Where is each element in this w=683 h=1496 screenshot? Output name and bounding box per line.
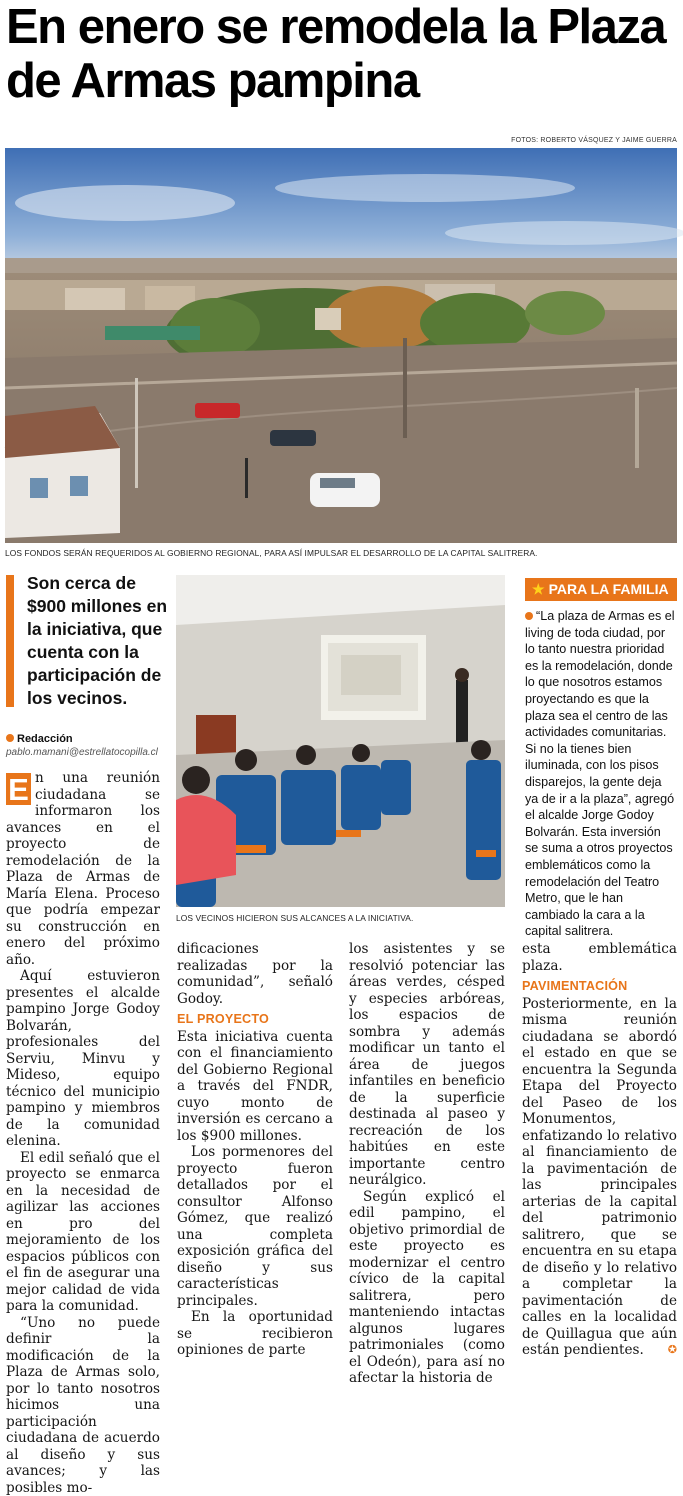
paragraph-text: Posteriormente, en la misma reunión ciudadana se abordó el estado en que se encuentra la Segunda Etapa del Proyecto del Paseo de los Monumentos, enfatizando lo relativo al financiamiento de la pavimentación de las principales arterias de la capital del patrimonio salitrero, que se encuentra en su etapa de diseño y lo relativo a completar la pavimentación de calles en la localidad de Quillagua que aún están pendientes. [522,996,677,1359]
sidebar-quote [525,608,677,940]
subhead-pavimentacion: PAVIMENTACIÓN [522,978,677,995]
body-column-4 [522,941,677,1359]
drop-cap: E [6,773,31,805]
main-photo [5,148,677,543]
subhead-proyecto: EL PROYECTO [177,1011,333,1028]
paragraph: esta emblemática plaza. [522,941,677,974]
main-photo-caption: LOS FONDOS SERÁN REQUERIDOS AL GOBIERNO REGIONAL, PARA ASÍ IMPULSAR EL DESARROLLO DE LA CAPITAL SALITRERA. [5,548,537,558]
author-email: pablo.mamani@estrellatocopilla.cl [6,747,158,758]
paragraph: Aquí estuvieron presentes el alcalde pampino Jorge Godoy Bolvarán, profesionales del Serviu, Minvu y Mideso, equipo técnico del municipio pampino y miembros de la comunidad elenina. [6,968,160,1150]
photo-credit: FOTOS: ROBERTO VÁSQUEZ Y JAIME GUERRA [511,137,677,144]
paragraph: Los pormenores del proyecto fueron detallados por el consultor Alfonso Gómez, que realizó una completa exposición gráfica del diseño y sus características principales. [177,1144,333,1309]
deck-accent-bar [6,575,14,707]
body-column-1 [6,770,160,1496]
byline-text: Redacción [17,733,73,745]
paragraph: El edil señaló que el proyecto se enmarca en la necesidad de agilizar las acciones en pro del mejoramiento de los espacios públicos con el fin de asegurar una mejor calidad de vida para la comunidad. [6,1150,160,1315]
paragraph: los asistentes y se resolvió potenciar las áreas verdes, césped y especies arbóreas, los espacios de sombra y además modificar un tanto el área de juegos infantiles en beneficio de la superficie destinada al paseo y recreación de los habitúes en este importante centro neurálgico. [349,941,505,1189]
meeting-photo-caption: LOS VECINOS HICIERON SUS ALCANCES A LA INICIATIVA. [176,913,413,923]
body-column-2 [177,941,333,1359]
paragraph: En la oportunidad se recibieron opiniones de parte [177,1309,333,1359]
paragraph: “Uno no puede definir la modificación de la Plaza de Armas solo, por lo tanto nosotros hicimos una participación ciudadana de acuerdo al diseño y sus avances; y las posibles mo- [6,1315,160,1496]
sidebar-title: PARA LA FAMILIA [549,581,669,597]
paragraph: dificaciones realizadas por la comunidad”, señaló Godoy. [177,941,333,1007]
meeting-photo [176,575,505,907]
end-mark-icon: ✪ [668,1342,677,1359]
paragraph [522,996,677,1359]
byline [6,733,73,745]
sidebar-quote-text: “La plaza de Armas es el living de toda ciudad, por lo tanto nuestra prioridad es la remodelación, donde lo que nosotros estamos proyectando es que la plaza sea el centro de las actividades comunitarias. Si no la tienes bien iluminada, con los pisos disparejos, la gente deja ya de ir a la plaza”, agregó el alcalde Jorge Godoy Bolvarán. Esta inversión se suma a otros proyectos emblemáticos como la remodelación del Teatro Metro, que le han cambiado la cara a la capital salitrera. [525,609,675,938]
paragraph: Esta iniciativa cuenta con el financiamiento del Gobierno Regional a través del FNDR, cuyo monto de inversión es cercano a los $900 millones. [177,1029,333,1145]
body-column-3 [349,941,505,1387]
orange-dot-icon [6,734,14,742]
star-icon: ★ [532,581,545,597]
sidebar-header [525,578,677,601]
paragraph-text: n una reunión ciudadana se informaron los avances en el proyecto de remodelación de la Plaza de Armas de María Elena. Proceso que podría empezar su construcción en enero del próximo año. [6,770,160,968]
orange-dot-icon [525,612,533,620]
paragraph [6,770,160,968]
paragraph: Según explicó el edil pampino, el objetivo primordial de este proyecto es modernizar el centro cívico de la capital salitrera, pero manteniendo intactas algunos lugares patrimoniales (como el Odeón), para así no afectar la historia de [349,1189,505,1387]
headline: En enero se remodela la Plaza de Armas pampina [6,0,678,108]
deck: Son cerca de $900 millones en la iniciativa, que cuenta con la participación de los vecinos. [27,572,172,710]
